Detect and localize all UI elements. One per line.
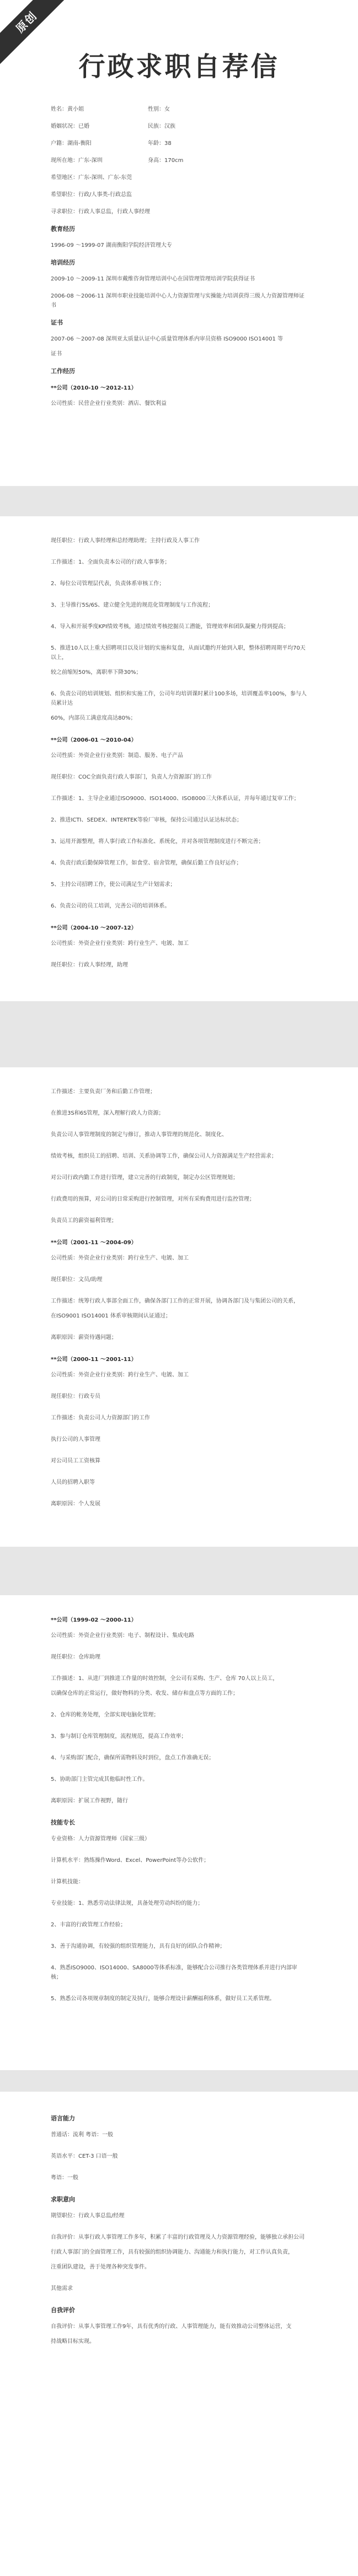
desired-position: 希望职位：行政/人事类-行政总监 bbox=[51, 192, 132, 198]
age-field: 年龄：38 bbox=[148, 141, 172, 147]
text-line: 5、主持公司招聘工作，使公司满足生产计划需求； bbox=[51, 882, 176, 888]
text-line: 工作描述：1、主导企业通过ISO9000、ISO14000、ISO8000三大体系认证，并每年通过复审工作； bbox=[51, 796, 300, 802]
text-line: 行政人事部门的全面管理工作，具有较强的组织协调能力、沟通能力和执行能力，对工作认真负责， bbox=[51, 2249, 293, 2255]
text-line: 对公司行政内勤工作进行管理，建立完善的行政制度，制定办公区管理规划； bbox=[51, 1175, 238, 1181]
text-line: 现任职位：COC全面负责行政人事部门，负责人力资源部门的工作 bbox=[51, 774, 212, 780]
intent-heading: 求职意向 bbox=[51, 2196, 75, 2203]
desired-location: 希望地区：广东-深圳、广东-东莞 bbox=[51, 175, 132, 181]
text-line: 现任职位：仓库助理 bbox=[51, 1654, 100, 1660]
text-line: 专业资格：人力资源管理师（国家三级） bbox=[51, 1836, 150, 1842]
corner-badge: 原创 bbox=[0, 0, 73, 69]
text-line: 英语水平：CET-3 口语一般 bbox=[51, 2153, 118, 2159]
text-line: 持战略目标实现。 bbox=[51, 2339, 95, 2345]
info-row bbox=[51, 122, 307, 131]
text-line: 普通话：流利 粤语：一般 bbox=[51, 2132, 114, 2138]
resume-page-1 bbox=[0, 0, 358, 486]
text-line: 公司性质：外资企业行业类别：跨行业生产、电镀、加工 bbox=[51, 941, 189, 947]
text-line: 工作描述：1、从进厂到推进工作量的时效控制，全公司有采购、生产、仓库 70人以上员工， bbox=[51, 1676, 279, 1682]
text-line: 工作描述：统筹行政人事部全面工作，确保各部门工作的正常开展，协调各部门及与集团公司的关系， bbox=[51, 1298, 299, 1304]
text-line: 自我评价：从事行政人事管理工作多年，积累了丰富的行政管理及人力资源管理经验，能够独立承担公司 bbox=[51, 2234, 304, 2240]
text-line: 公司性质：外资企业行业类别：跨行业生产、电镀、加工 bbox=[51, 1372, 189, 1378]
work-heading: 工作经历 bbox=[51, 368, 75, 375]
text-line: 4、导入和开展季度KPI绩效考核，通过绩效考核挖掘员工潜能，管理效率和团队凝聚力得到提高； bbox=[51, 624, 289, 630]
cert-heading: 证书 bbox=[51, 319, 63, 326]
work-period: **公司（2010-10 ～2012-11） bbox=[51, 385, 137, 391]
text-line: 公司性质：外资企业行业类别：跨行业生产、电镀、加工 bbox=[51, 1255, 189, 1261]
text-line: 2、推进ICTI、SEDEX、INTERTEK等验厂审核，保持公司通过认证达标状态； bbox=[51, 817, 242, 823]
text-line: 4、熟悉ISO9000、ISO14000、SA8000等体系标准，能够配合公司推行各类管理体系并进行内部审核； bbox=[51, 1965, 297, 1980]
resume-page-3 bbox=[0, 1067, 358, 1547]
text-line: 工作描述：主要负责厂务和后勤工作管理； bbox=[51, 1089, 156, 1095]
text-line: 执行公司的人事管理 bbox=[51, 1436, 100, 1443]
text-line: 6、负责公司的员工培训，完善公司的培训体系。 bbox=[51, 903, 170, 909]
text-line: 离职原因：薪资待遇问题； bbox=[51, 1335, 117, 1341]
text-line: 工作描述：负责公司人力资源部门的工作 bbox=[51, 1415, 150, 1421]
self-eval-heading: 自我评价 bbox=[51, 2307, 75, 2314]
text-line: 3、运用开源整理，将人事行政工作标准化、系统化，并对各项管理制度进行不断完善； bbox=[51, 839, 264, 845]
text-line: 现任职位：行政人事经理和总经理助理；主持行政及人事工作 bbox=[51, 538, 200, 544]
text-line: 计算机水平：熟练操作Word、Excel、PowerPoint等办公软件； bbox=[51, 1857, 210, 1864]
skills-heading: 技能专长 bbox=[51, 1819, 75, 1826]
desired-industry: 寻求职位：行政人事总监，行政人事经理 bbox=[51, 209, 150, 215]
text-line: 3、参与制订仓库管理制度，流程规范，提高工作效率； bbox=[51, 1733, 187, 1740]
text-line: 期望职位：行政人事总监/经理 bbox=[51, 2213, 125, 2219]
text-line: 计算机技能： bbox=[51, 1879, 84, 1885]
text-line: 在推进3S和6S管理，深入理解行政人力资源； bbox=[51, 1110, 164, 1116]
info-row bbox=[51, 139, 307, 148]
text-line: 专业技能：1、熟悉劳动法律法规，具备处理劳动纠纷的能力； bbox=[51, 1900, 204, 1907]
training-heading: 培训经历 bbox=[51, 259, 75, 266]
text-line: 2、丰富的行政管理工作经验； bbox=[51, 1922, 126, 1928]
education-item: 1996-09 ～1999-07 湖南衡阳学院经济管理大专 bbox=[51, 242, 172, 249]
work-company-info: 公司性质：民营企业行业类别：酒店、餐饮利益 bbox=[51, 401, 167, 407]
marital-field: 婚姻状况：已婚 bbox=[51, 123, 89, 129]
text-line: 注重团队建设，善于处理各种突发事件。 bbox=[51, 2264, 150, 2270]
education-heading: 教育经历 bbox=[51, 225, 75, 233]
hukou-field: 户籍：湖南-衡阳 bbox=[51, 141, 92, 147]
text-line: 公司性质：外资企业行业类别：电子、制程设计、集成电路 bbox=[51, 1633, 194, 1639]
ethnicity-field: 民族：汉族 bbox=[148, 123, 175, 129]
height-field: 身高：170cm bbox=[148, 158, 184, 164]
training-item: 2009-10 ～2009-11 深圳市戴维咨询管理培训中心在国管理管理培训学院获得证书 bbox=[51, 276, 255, 282]
resume-page-4 bbox=[0, 1595, 358, 2070]
text-line: 其他需求 bbox=[51, 2286, 73, 2292]
text-line: 5、协助部门主管完成其他临时性工作。 bbox=[51, 1776, 148, 1783]
info-row bbox=[51, 105, 307, 114]
gender-field: 性别：女 bbox=[148, 106, 170, 112]
text-line: 对公司员工工资核算 bbox=[51, 1458, 100, 1464]
text-line: 现任职位：文员/助理 bbox=[51, 1277, 103, 1283]
text-line: 绩效考核，组织员工的招聘、培训、关系协调等工作，确保公司人力资源满足生产经营需求； bbox=[51, 1153, 277, 1159]
text-line: 公司性质：外资企业行业类别：制造、服务、电子产品 bbox=[51, 753, 183, 759]
text-line: 负责公司人事管理制度的制定与修订，推动人事管理的规范化、制度化、 bbox=[51, 1132, 227, 1138]
language-heading: 语言能力 bbox=[51, 2115, 75, 2122]
work-period: **公司（1999-02 ～2000-11） bbox=[51, 1617, 137, 1623]
resume-page-2 bbox=[0, 516, 358, 1001]
text-line: 60%，内部员工满意度高达80%； bbox=[51, 715, 136, 721]
text-line: 负责员工的薪资福利管理； bbox=[51, 1218, 117, 1224]
text-line: 2、每位公司管理层代表，负责体系审核工作； bbox=[51, 581, 165, 587]
text-line: 4、负责行政后勤保障管理工作，如食堂、宿舍管理，确保后勤工作良好运作； bbox=[51, 860, 242, 866]
text-line: 行政费用的预算，对公司的日常采购进行控制管理，对所有采购费用进行监控管理； bbox=[51, 1196, 255, 1202]
text-line: 4、与采购部门配合，确保所需物料及时到位，盘点工作准确无误； bbox=[51, 1755, 215, 1761]
text-line: 离职原因：个人发展 bbox=[51, 1501, 100, 1507]
page-title: 行政求职自荐信 bbox=[78, 51, 280, 82]
location-field: 现所在地：广东-深圳 bbox=[51, 158, 103, 164]
text-line: 人员的招聘入职等 bbox=[51, 1479, 95, 1486]
text-line: 5、推进10人以上重大招聘项目以及计划的实施和复盘，从面试邀约开始到入职，整体招聘周期平均70天以上， bbox=[51, 645, 306, 661]
work-period: **公司（2000-11 ～2001-11） bbox=[51, 1357, 137, 1363]
text-line: 以确保仓库的正常运行，做好物料的分类、收发、储存和盘点等方面的工作； bbox=[51, 1691, 238, 1697]
work-period: **公司（2006-01 ～2010-04） bbox=[51, 737, 137, 743]
text-line: 3、善于沟通协调，有较强的组织管理能力，具有良好的团队合作精神； bbox=[51, 1943, 226, 1949]
work-period: **公司（2001-11 ～2004-09） bbox=[51, 1240, 137, 1246]
cert-item-cont: 证书 bbox=[51, 351, 62, 357]
text-line: 现任职位：行政人事经理，助理 bbox=[51, 962, 128, 968]
work-period: **公司（2004-10 ～2007-12） bbox=[51, 925, 137, 931]
text-line: 6、负责公司的培训规划、组织和实施工作，公司年均培训课时累计100多场，培训覆盖率100%，参与人员累计达 bbox=[51, 691, 307, 706]
info-row bbox=[51, 156, 307, 165]
text-line: 离职原因：扩展工作视野，随行 bbox=[51, 1798, 128, 1804]
text-line: 2、仓库的帐务处理，全部实现电脑化管理； bbox=[51, 1712, 159, 1718]
text-line: 工作描述：1、全面负责本公司的行政人事事务； bbox=[51, 559, 170, 565]
text-line: 较之前缩短50%，离职率下降30%； bbox=[51, 669, 142, 676]
text-line: 粤语：一般 bbox=[51, 2175, 78, 2181]
text-line: 5、熟悉公司各项规章制度的制定及执行，能够合理设计薪酬福利体系，做好员工关系管理。 bbox=[51, 1996, 275, 2002]
text-line: 3、主导推行5S/6S、建立健全先进的规范化管理制度与工作流程； bbox=[51, 602, 214, 608]
text-line: 现任职位：行政专员 bbox=[51, 1394, 100, 1400]
training-item: 2006-08 ～2006-11 深圳市职业技能培训中心人力资源管理与实操能力培训获得三级人力资源管理师证书 bbox=[51, 293, 304, 309]
name-field: 姓名：黄小姐 bbox=[51, 106, 84, 112]
text-line: 自我评价：从事人事管理工作9年，具有优秀的行政、人事管理能力，能有效推动公司整体运营，支 bbox=[51, 2324, 292, 2330]
cert-item: 2007-06 ～2007-08 深圳亚太质量认证中心质量管理体系内审员资格 ISO9000 ISO14001 等 bbox=[51, 336, 284, 342]
text-line: 在ISO9001 ISO14001 体系审核期间认证通过； bbox=[51, 1313, 171, 1319]
resume-page-5 bbox=[0, 2092, 358, 2576]
